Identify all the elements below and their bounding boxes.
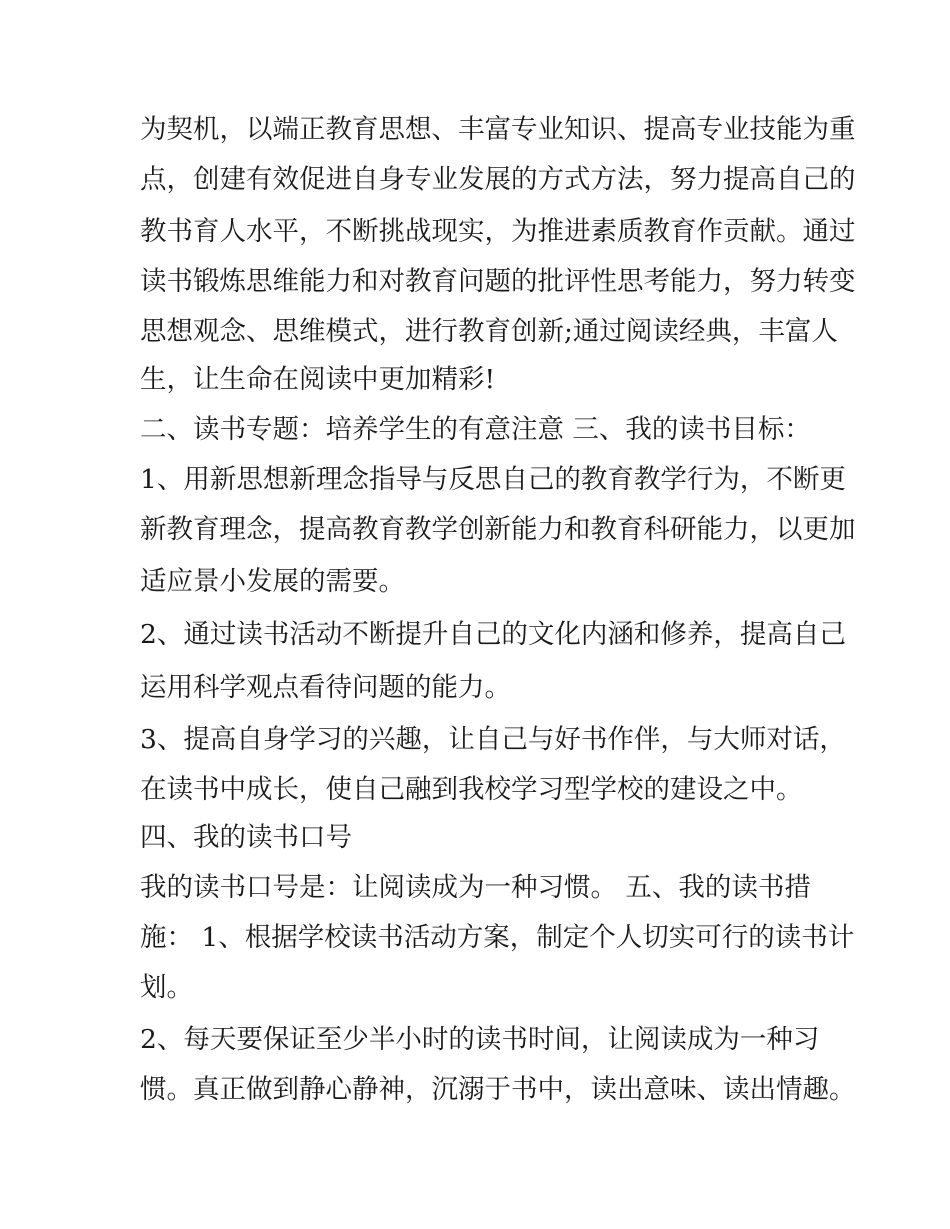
text-line: 在读书中成长，使自己融到我校学习型学校的建设之中。 bbox=[140, 774, 803, 805]
text-line: 点，创建有效促进自身专业发展的方式方法，努力提高自己的 bbox=[140, 164, 856, 195]
text-line: 教书育人水平，不断挑战现实，为推进素质教育作贡献。通过 bbox=[140, 216, 856, 247]
text-line: 适应景小发展的需要。 bbox=[140, 566, 405, 597]
text-line: 为契机，以端正教育思想、丰富专业知识、提高专业技能为重 bbox=[140, 114, 856, 145]
text-line: 新教育理念，提高教育教学创新能力和教育科研能力，以更加 bbox=[140, 514, 856, 545]
text-line: 1、用新思想新理念指导与反思自己的教育教学行为，不断更 bbox=[140, 464, 846, 495]
text-line: 思想观念、思维模式，进行教育创新;通过阅读经典，丰富人 bbox=[140, 316, 838, 347]
text-line: 惯。真正做到静心静神，沉溺于书中，读出意味、读出情趣。 bbox=[140, 1074, 856, 1105]
text-line: 运用科学观点看待问题的能力。 bbox=[140, 672, 511, 703]
section-heading: 四、我的读书口号 bbox=[140, 822, 352, 853]
text-line: 读书锻炼思维能力和对教育问题的批评性思考能力，努力转变 bbox=[140, 266, 856, 297]
text-line: 3、提高自身学习的兴趣，让自己与好书作伴，与大师对话， bbox=[140, 724, 846, 755]
text-line: 生，让生命在阅读中更加精彩! bbox=[140, 364, 496, 395]
section-heading: 二、读书专题：培养学生的有意注意 三、我的读书目标： bbox=[140, 414, 811, 445]
text-line: 2、通过读书活动不断提升自己的文化内涵和修养，提高自己 bbox=[140, 619, 846, 650]
text-line: 划。 bbox=[140, 972, 193, 1003]
text-line: 2、每天要保证至少半小时的读书时间，让阅读成为一种习 bbox=[140, 1024, 820, 1055]
text-line: 我的读书口号是：让阅读成为一种习惯。 五、我的读书措 bbox=[140, 872, 811, 903]
text-line: 施： 1、根据学校读书活动方案，制定个人切实可行的读书计 bbox=[140, 922, 855, 953]
